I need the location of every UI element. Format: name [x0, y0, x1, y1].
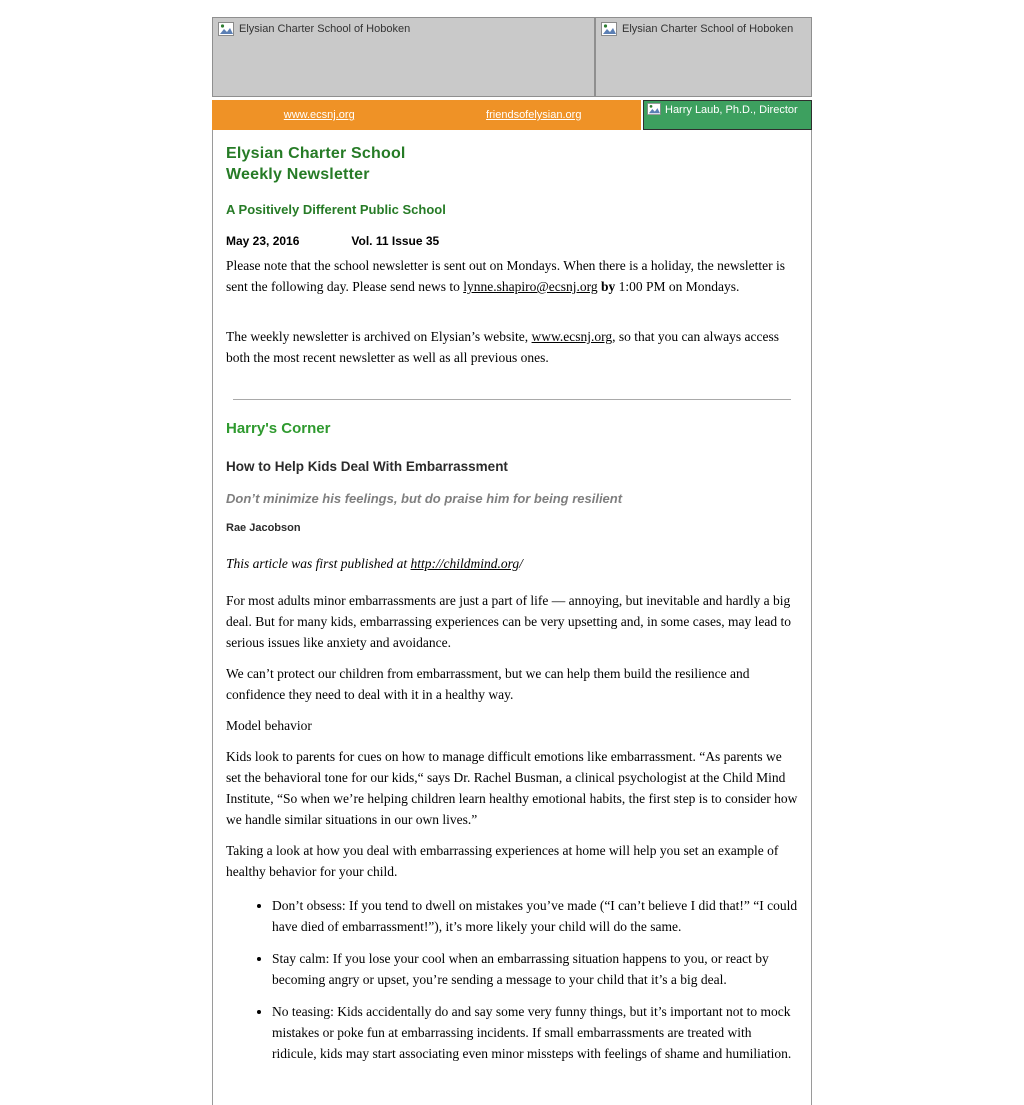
director-image-placeholder — [643, 100, 812, 130]
article-paragraph: For most adults minor embarrassments are just a part of life — annoying, but inevitable and hardly a big deal. But for many kids, embarrassing experiences can be very upsetting and, in some cases, may lead to serious issues like anxiety and avoidance. — [226, 593, 791, 650]
broken-image-icon — [218, 22, 234, 36]
article-title: How to Help Kids Deal With Embarrassment — [226, 459, 508, 474]
issue-date: May 23, 2016 — [226, 234, 300, 248]
intro-p1-text: Please note that the school newsletter is sent out on Mondays. When there is a holiday, the newsletter is sent the following day. Please send news to — [226, 258, 785, 294]
intro-p1-text-end: 1:00 PM on Mondays. — [615, 279, 740, 294]
source-text-end: / — [519, 556, 523, 571]
link-friendsofelysian[interactable]: friendsofelysian.org — [486, 109, 582, 121]
intro-p1-bold: by — [601, 279, 616, 294]
newsletter-title-line2: Weekly Newsletter — [226, 166, 370, 183]
header-image-right — [595, 17, 812, 97]
article-subtitle: Don’t minimize his feelings, but do praise him for being resilient — [226, 491, 623, 506]
intro-p2-text: The weekly newsletter is archived on Elysian’s website, — [226, 329, 532, 344]
newsletter-title — [226, 143, 798, 185]
newsletter-title-line1: Elysian Charter School — [226, 145, 406, 162]
source-text: This article was first published at — [226, 556, 411, 571]
harrys-corner-heading: Harry's Corner — [226, 420, 331, 437]
broken-image-icon — [647, 103, 661, 115]
link-childmind[interactable]: http://childmind.org — [410, 556, 520, 571]
header-images — [212, 17, 812, 97]
links-bar — [212, 100, 641, 130]
header-image-right-alt: Elysian Charter School of Hoboken — [622, 23, 794, 35]
newsletter-tagline: A Positively Different Public School — [226, 202, 446, 217]
email-newsletter — [212, 17, 812, 1105]
intro-p2-text-end: , so that you can always access both the most recent newsletter as well as all previous ones. — [226, 329, 779, 365]
article-source-line — [226, 553, 798, 574]
header-image-left — [212, 17, 595, 97]
director-image-alt: Harry Laub, Ph.D., Director — [665, 104, 798, 116]
intro-paragraph-2 — [226, 326, 798, 368]
header-image-left-alt: Elysian Charter School of Hoboken — [239, 23, 411, 35]
section-divider — [233, 399, 791, 400]
bullet-item: • Don’t obsess: If you tend to dwell on mistakes you’ve made (“I can’t believe I did that!” “I could have died of embarrassment!”), it’s more likely your child will do the same. — [272, 895, 798, 937]
article-author: Rae Jacobson — [226, 522, 301, 534]
link-ecsnj[interactable]: www.ecsnj.org — [283, 109, 355, 121]
tips-list — [226, 895, 798, 1064]
article-paragraph: Taking a look at how you deal with embarrassing experiences at home will help you set an example of healthy behavior for your child. — [226, 843, 779, 879]
date-line — [226, 234, 798, 248]
links-row — [212, 100, 812, 130]
intro-paragraph-1 — [226, 255, 798, 297]
article-paragraph: Kids look to parents for cues on how to manage difficult emotions like embarrassment. “As parents we set the behavioral tone for our kids,“ says Dr. Rachel Busman, a clinical psychologist at the Child Mind Institute, “So when we’re helping children learn healthy emotional habits, the first step is to consider how we handle similar situations in our own lives.” — [226, 749, 798, 827]
link-ecsnj-body[interactable]: www.ecsnj.org — [531, 329, 613, 344]
broken-image-icon — [601, 22, 617, 36]
article-paragraph: Model behavior — [226, 718, 312, 733]
newsletter-body — [212, 130, 812, 1105]
article-paragraph: We can’t protect our children from embarrassment, but we can help them build the resilience and confidence they need to deal with it in a healthy way. — [226, 666, 750, 702]
email-link-lynne-shapiro[interactable]: lynne.shapiro@ecsnj.org — [463, 279, 598, 294]
volume-issue: Vol. 11 Issue 35 — [351, 234, 440, 248]
bullet-item: • No teasing: Kids accidentally do and say some very funny things, but it’s important not to mock mistakes or poke fun at embarrassing incidents. If small embarrassments are treated with ridicule, kids may start associating even minor missteps with feelings of shame and humiliation. — [272, 1001, 798, 1064]
bullet-item: • Stay calm: If you lose your cool when an embarrassing situation happens to you, or react by becoming angry or upset, you’re sending a message to your child that it’s a big deal. — [272, 948, 798, 990]
